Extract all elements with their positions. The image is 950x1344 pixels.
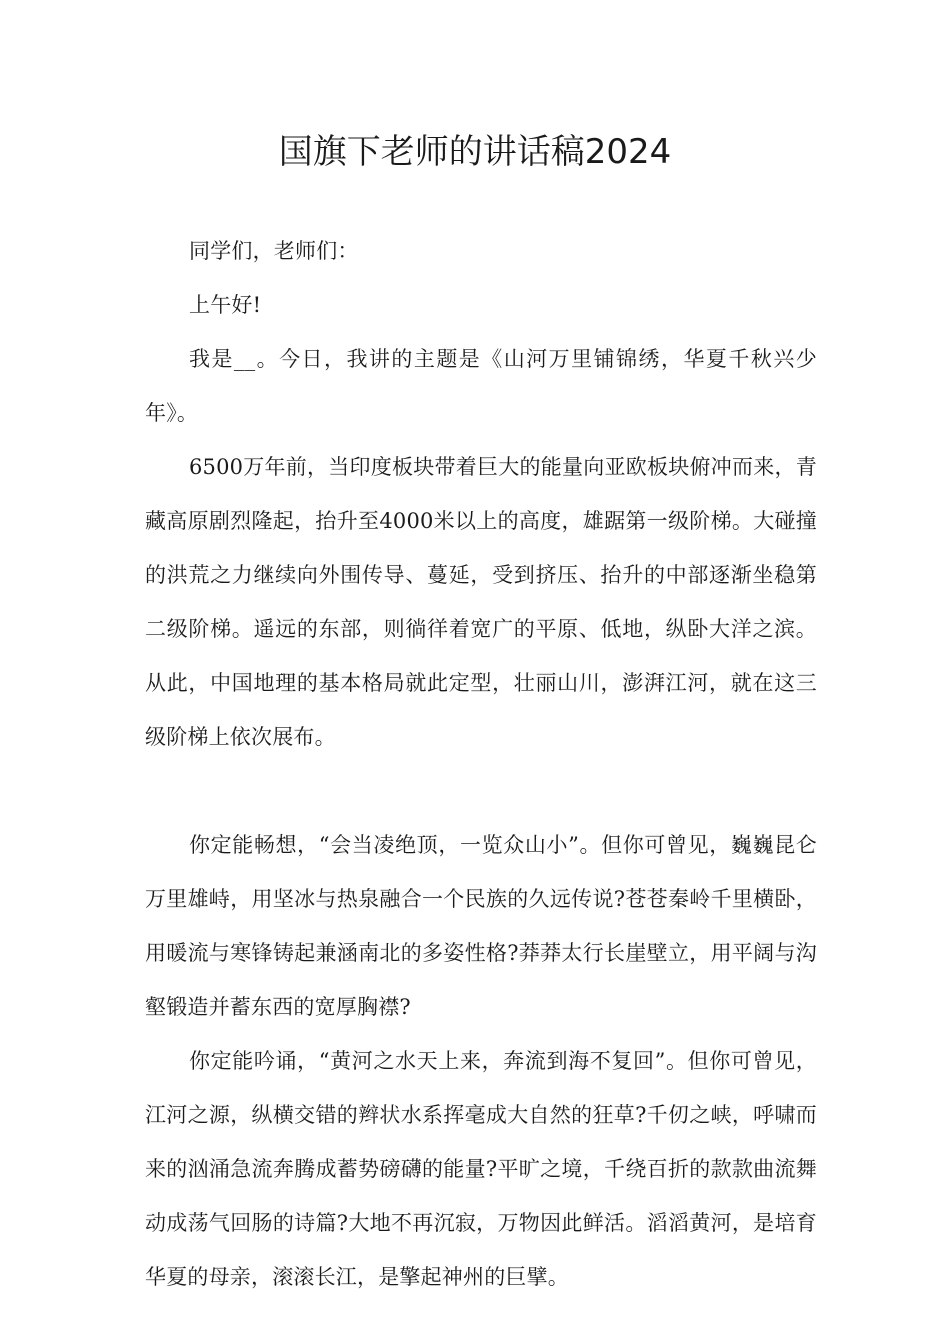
mountains-paragraph: 你定能畅想，“会当凌绝顶，一览众山小”。但你可曾见，巍巍昆仑万里雄峙，用坚冰与热泉融合一个民族的久远传说?苍苍秦岭千里横卧，用暖流与寒锋铸起兼涵南北的多姿性格?莽莽太行长崖壁立，用平阔与沟壑锻造并蓄东西的宽厚胸襟? — [145, 833, 817, 1019]
document-body — [145, 224, 817, 1304]
rivers-paragraph: 你定能吟诵，“黄河之水天上来，奔流到海不复回”。但你可曾见，江河之源，纵横交错的辫状水系挥毫成大自然的狂草?千仞之峡，呼啸而来的汹涌急流奔腾成蓄势磅礴的能量?平旷之境，千绕百折的款款曲流舞动成荡气回肠的诗篇?大地不再沉寂，万物因此鲜活。滔滔黄河，是培育华夏的母亲，滚滚长江，是擎起神州的巨擘。 — [145, 1049, 817, 1289]
topic-paragraph: 我是__。今日，我讲的主题是《山河万里铺锦绣，华夏千秋兴少年》。 — [145, 347, 817, 425]
salutation-paragraph: 上午好! — [189, 293, 262, 317]
greeting-paragraph: 同学们，老师们： — [189, 239, 359, 263]
document-title: 国旗下老师的讲话稿2024 — [278, 132, 672, 172]
geology-paragraph: 6500万年前，当印度板块带着巨大的能量向亚欧板块俯冲而来，青藏高原剧烈隆起，抬升至4000米以上的高度，雄踞第一级阶梯。大碰撞的洪荒之力继续向外围传导、蔓延，受到挤压、抬升的中部逐渐坐稳第二级阶梯。遥远的东部，则徜徉着宽广的平原、低地，纵卧大洋之滨。从此，中国地理的基本格局就此定型，壮丽山川，澎湃江河，就在这三级阶梯上依次展布。 — [145, 455, 817, 749]
paragraph-spacer — [145, 764, 817, 818]
